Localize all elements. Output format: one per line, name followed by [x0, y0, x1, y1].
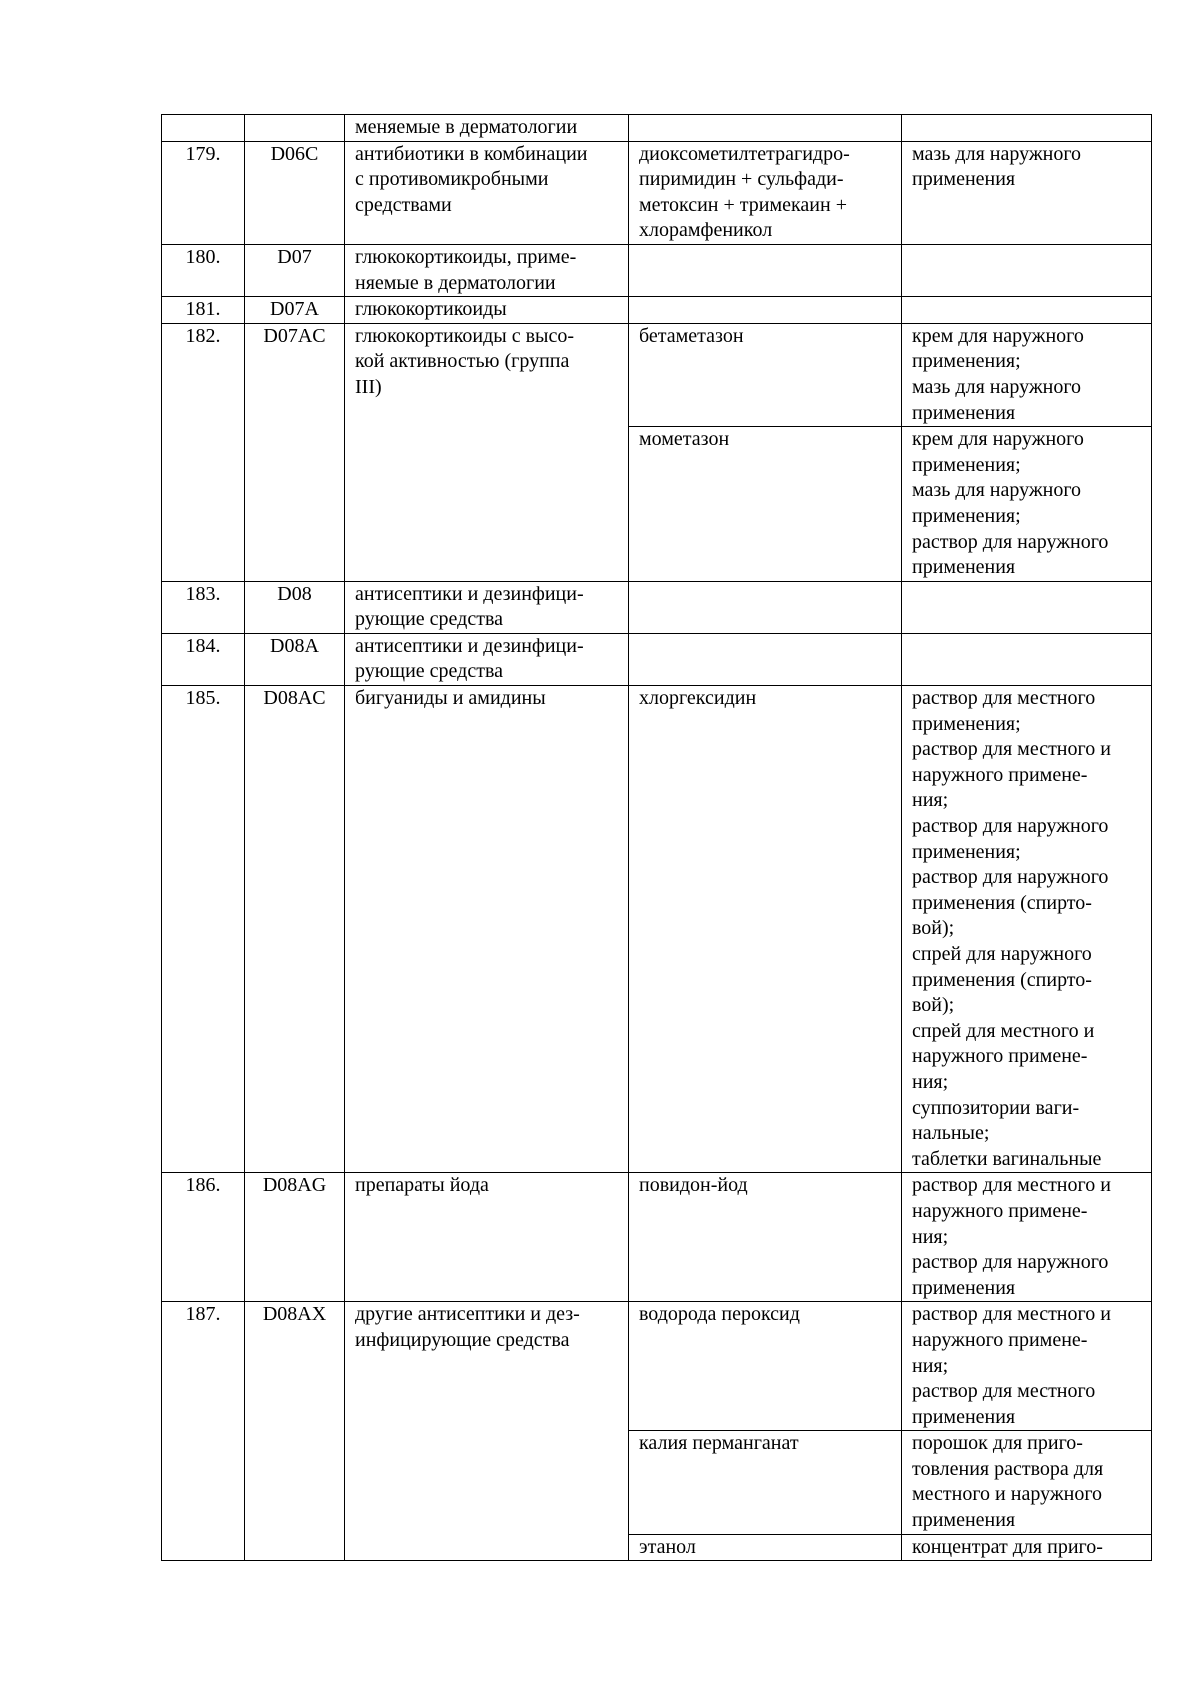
- atc-code: D08AX: [245, 1302, 345, 1561]
- atc-code: D07A: [245, 297, 345, 324]
- drug-name: [629, 581, 902, 633]
- dosage-forms: раствор для местного и наружного примене- ния; раствор для местного применения: [902, 1302, 1152, 1431]
- row-number: [162, 115, 245, 142]
- drug-name: [629, 633, 902, 685]
- table-row: [162, 323, 1152, 426]
- dosage-forms: раствор для местного и наружного примене- ния; раствор для наружного применения: [902, 1173, 1152, 1302]
- drug-name: [629, 297, 902, 324]
- table-row: [162, 686, 1152, 1173]
- group-name: антисептики и дезинфици- рующие средства: [345, 633, 629, 685]
- table-row: [162, 1173, 1152, 1302]
- row-number: 181.: [162, 297, 245, 324]
- row-number: 179.: [162, 141, 245, 244]
- drug-name: повидон-йод: [629, 1173, 902, 1302]
- table-row: [162, 581, 1152, 633]
- atc-code: [245, 115, 345, 142]
- dosage-forms: крем для наружного применения; мазь для наружного применения: [902, 323, 1152, 426]
- drug-name: [629, 244, 902, 296]
- table-row: [162, 1302, 1152, 1431]
- dosage-forms: крем для наружного применения; мазь для наружного применения; раствор для наружного применения: [902, 427, 1152, 582]
- drug-name: мометазон: [629, 427, 902, 582]
- table-row: [162, 141, 1152, 244]
- dosage-forms: раствор для местного применения; раствор для местного и наружного примене- ния; раствор для наружного применения; раствор для наружного применения (спирто- вой); спрей для наружного применения (спирто- вой); спрей для местного и наружного примене- ния; суппозитории ваги- нальные; таблетки вагинальные: [902, 686, 1152, 1173]
- drug-name: водорода пероксид: [629, 1302, 902, 1431]
- drug-name: бетаметазон: [629, 323, 902, 426]
- dosage-forms: концентрат для приго-: [902, 1534, 1152, 1561]
- row-number: 186.: [162, 1173, 245, 1302]
- row-number: 180.: [162, 244, 245, 296]
- table-row: [162, 297, 1152, 324]
- row-number: 183.: [162, 581, 245, 633]
- dosage-forms: [902, 297, 1152, 324]
- group-name: другие антисептики и дез- инфицирующие средства: [345, 1302, 629, 1561]
- atc-code: D08: [245, 581, 345, 633]
- table-row: [162, 633, 1152, 685]
- table-row: [162, 115, 1152, 142]
- row-number: 182.: [162, 323, 245, 581]
- atc-code: D07: [245, 244, 345, 296]
- group-name: бигуаниды и амидины: [345, 686, 629, 1173]
- row-number: 184.: [162, 633, 245, 685]
- row-number: 187.: [162, 1302, 245, 1561]
- dosage-forms: [902, 244, 1152, 296]
- atc-code: D08A: [245, 633, 345, 685]
- group-name: глюкокортикоиды: [345, 297, 629, 324]
- drug-name: хлоргексидин: [629, 686, 902, 1173]
- atc-code: D08AG: [245, 1173, 345, 1302]
- dosage-forms: [902, 115, 1152, 142]
- atc-code: D08AC: [245, 686, 345, 1173]
- dosage-forms: порошок для приго- товления раствора для местного и наружного применения: [902, 1431, 1152, 1534]
- group-name: меняемые в дерматологии: [345, 115, 629, 142]
- drug-name: диоксометилтетрагидро- пиримидин + сульфади- метоксин + тримекаин + хлорамфеникол: [629, 141, 902, 244]
- table-body: [162, 115, 1152, 1561]
- drug-name: этанол: [629, 1534, 902, 1561]
- dosage-forms: мазь для наружного применения: [902, 141, 1152, 244]
- group-name: глюкокортикоиды, приме- няемые в дерматологии: [345, 244, 629, 296]
- atc-code: D07AC: [245, 323, 345, 581]
- group-name: глюкокортикоиды с высо- кой активностью (группа III): [345, 323, 629, 581]
- atc-code: D06C: [245, 141, 345, 244]
- drug-name: калия перманганат: [629, 1431, 902, 1534]
- group-name: антибиотики в комбинации с противомикробными средствами: [345, 141, 629, 244]
- drug-list-table: [161, 114, 1152, 1561]
- group-name: антисептики и дезинфици- рующие средства: [345, 581, 629, 633]
- table-row: [162, 244, 1152, 296]
- row-number: 185.: [162, 686, 245, 1173]
- dosage-forms: [902, 581, 1152, 633]
- group-name: препараты йода: [345, 1173, 629, 1302]
- dosage-forms: [902, 633, 1152, 685]
- drug-name: [629, 115, 902, 142]
